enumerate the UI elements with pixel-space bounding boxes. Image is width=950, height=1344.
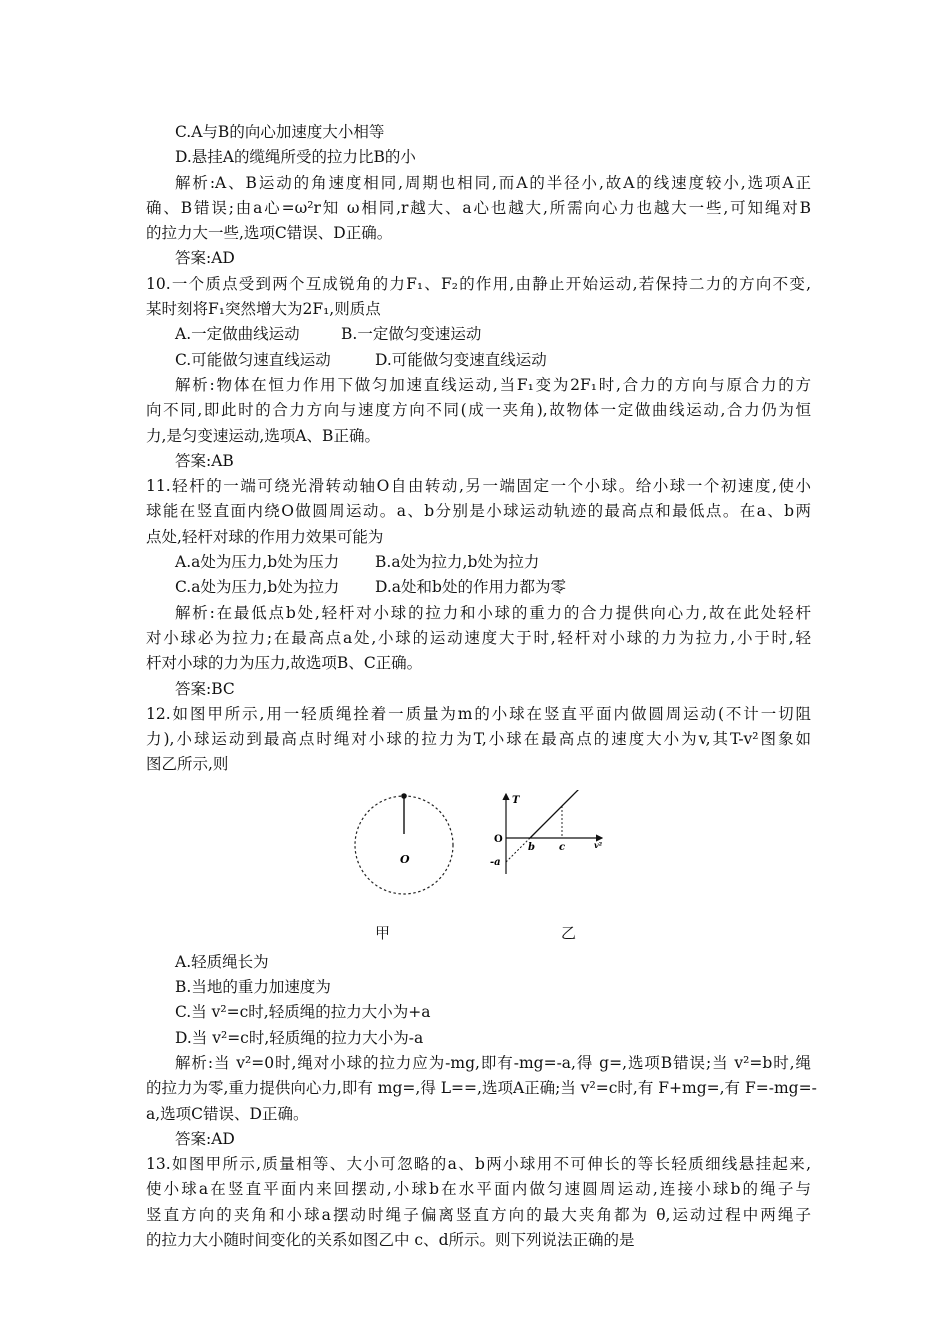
figure-jia-caption: 甲: [375, 923, 391, 942]
q10-stem-line: 某时刻将F₁突然增大为2F₁,则质点: [146, 300, 381, 319]
q11-option-a: A.a处为压力,b处为压力: [175, 553, 340, 572]
q11-options-row: [146, 550, 811, 575]
q11-option-b: B.a处为拉力,b处为拉力: [375, 553, 540, 572]
figure-jia-circle-diagram: [352, 784, 460, 902]
q12-option-b: B.当地的重力加速度为: [175, 978, 331, 997]
q11-analysis-line: 解析:在最低点b处,轻杆对小球的拉力和小球的重力的合力提供向心力,故在此处轻杆: [175, 603, 811, 622]
t-axis-label: T: [512, 794, 520, 806]
q12-analysis-line: 的拉力为零,重力提供向心力,即有 mg=,得 L==,选项A正确;当 v²=c时,有 F+mg=,有 F=-mg=-: [146, 1079, 817, 1098]
q10-stem-line: 10.一个质点受到两个互成锐角的力F₁、F₂的作用,由静止开始运动,若保持二力的方向不变,: [146, 274, 811, 293]
q9-analysis-line: 的拉力大一些,选项C错误、D正确。: [146, 224, 393, 243]
circle-center-label: O: [400, 852, 410, 866]
q11-answer: 答案:BC: [175, 679, 235, 698]
q12-option-a: A.轻质绳长为: [175, 952, 269, 971]
v2-axis-label: v²: [594, 839, 603, 850]
q11-options-row: [146, 575, 811, 600]
q10-option-d: D.可能做匀变速直线运动: [375, 350, 547, 369]
c-tick-label: c: [559, 841, 566, 853]
q11-analysis-line: 对小球必为拉力;在最高点a处,小球的运动速度大于时,轻杆对小球的力为拉力,小于时,轻: [146, 628, 811, 647]
q10-option-a: A.一定做曲线运动: [175, 325, 300, 344]
q11-stem-line: 11.轻杆的一端可绕光滑转动轴O自由转动,另一端固定一个小球。给小球一个初速度,使小: [146, 477, 811, 496]
q10-analysis-line: 解析:物体在恒力作用下做匀加速直线运动,当F₁变为2F₁时,合力的方向与原合力的方: [175, 375, 811, 394]
origin-label: O: [494, 833, 503, 845]
q9-option-c: C.A与B的向心加速度大小相等: [175, 123, 385, 141]
b-tick-label: b: [528, 841, 535, 853]
q13-stem-line: 使小球a在竖直平面内来回摆动,小球b在水平面内做匀速圆周运动,连接小球b的绳子与: [146, 1180, 811, 1199]
q12-analysis-line: a,选项C错误、D正确。: [146, 1104, 309, 1123]
q11-stem-line: 点处,轻杆对球的作用力效果可能为: [146, 527, 384, 546]
q10-answer: 答案:AB: [175, 451, 234, 470]
tv2-line: [530, 790, 582, 838]
q13-stem-line: 竖直方向的夹角和小球a摆动时绳子偏离竖直方向的最大夹角都为 θ,运动过程中两绳子: [146, 1205, 811, 1224]
q11-stem-line: 球能在竖直面内绕O做圆周运动。a、b分别是小球运动轨迹的最高点和最低点。在a、b两: [146, 502, 811, 521]
figure-yi-tv2-graph: [486, 790, 610, 890]
q13-stem-line: 13.如图甲所示,质量相等、大小可忽略的a、b两小球用不可伸长的等长轻质细线悬挂起来,: [146, 1155, 811, 1174]
q11-option-c: C.a处为压力,b处为拉力: [175, 578, 340, 597]
tv2-line-extension: [506, 838, 530, 862]
q10-option-b: B.一定做匀变速运动: [341, 325, 482, 344]
q10-options-row: [146, 322, 811, 347]
ball-dot: [401, 793, 407, 799]
q12-stem-line: 12.如图甲所示,用一轻质绳拴着一质量为m的小球在竖直平面内做圆周运动(不计一切阻: [146, 704, 811, 723]
q12-stem-line: 力),小球运动到最高点时绳对小球的拉力为T,小球在最高点的速度大小为v,其T-v²图象如: [146, 730, 811, 749]
q10-options-row: [146, 348, 811, 373]
q13-stem-line: 的拉力大小随时间变化的关系如图乙中 c、d所示。则下列说法正确的是: [146, 1230, 635, 1249]
figure-yi-caption: 乙: [561, 923, 577, 942]
q12-option-c: C.当 v²=c时,轻质绳的拉力大小为+a: [175, 1003, 431, 1022]
q10-analysis-line: 力,是匀变速运动,选项A、B正确。: [146, 426, 380, 445]
neg-a-label: -a: [490, 856, 501, 868]
q12-analysis-line: 解析:当 v²=0时,绳对小球的拉力应为-mg,即有-mg=-a,得 g=,选项B错误;当 v²=b时,绳: [175, 1053, 811, 1072]
q10-option-c: C.可能做匀速直线运动: [175, 350, 331, 369]
q9-analysis-line: 解析:A、B运动的角速度相同,周期也相同,而A的半径小,故A的线速度较小,选项A正: [175, 173, 811, 192]
q9-analysis-line: 确、B错误;由a心=ω²r知 ω相同,r越大、a心也越大,所需向心力也越大一些,可知绳对B: [146, 198, 811, 217]
q10-analysis-line: 向不同,即此时的合力方向与速度方向不同(成一夹角),故物体一定做曲线运动,合力仍为恒: [146, 401, 811, 420]
q12-answer: 答案:AD: [175, 1129, 235, 1148]
q12-figures: [146, 780, 811, 950]
document-page: [146, 120, 817, 1253]
q12-stem-line: 图乙所示,则: [146, 755, 229, 774]
q9-option-d: D.悬挂A的缆绳所受的拉力比B的小: [175, 148, 416, 167]
q12-option-d: D.当 v²=c时,轻质绳的拉力大小为-a: [175, 1028, 424, 1047]
q11-analysis-line: 杆对小球的力为压力,故选项B、C正确。: [146, 654, 423, 673]
q11-option-d: D.a处和b处的作用力都为零: [375, 578, 566, 597]
q9-answer: 答案:AD: [175, 249, 235, 268]
